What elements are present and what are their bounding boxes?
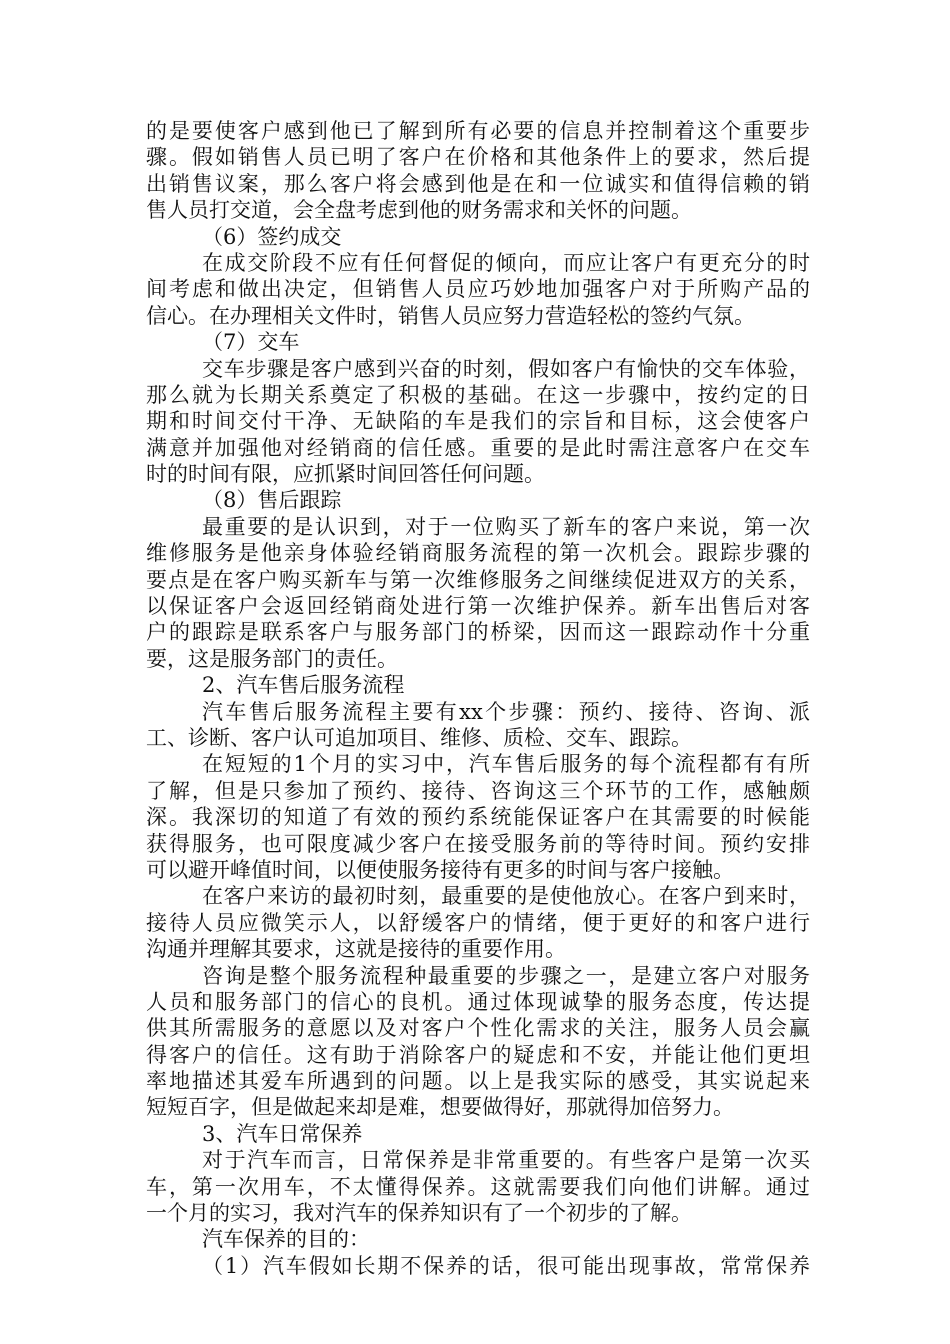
text-line: 以保证客户会返回经销商处进行第一次维护保养。新车出售后对客: [146, 594, 810, 619]
text-line: 汽车售后服务流程主要有xx个步骤：预约、接待、咨询、派: [202, 699, 810, 724]
text-line: 在成交阶段不应有任何督促的倾向，而应让客户有更充分的时: [202, 250, 810, 275]
text-line: 那么就为长期关系奠定了积极的基础。在这一步骤中，按约定的日: [146, 382, 810, 407]
text-line: 供其所需服务的意愿以及对客户个性化需求的关注，服务人员会赢: [146, 1016, 810, 1041]
text-line: 汽车保养的目的：: [202, 1227, 370, 1252]
text-line: 可以避开峰值时间，以便使服务接待有更多的时间与客户接触。: [146, 857, 734, 882]
text-line: 出销售议案，那么客户将会感到他是在和一位诚实和值得信赖的销: [146, 171, 810, 196]
text-line: （1）汽车假如长期不保养的话，很可能出现事故，常常保养: [202, 1253, 810, 1278]
text-line: 对于汽车而言，日常保养是非常重要的。有些客户是第一次买: [202, 1148, 810, 1173]
text-line: 深。我深切的知道了有效的预约系统能保证客户在其需要的时候能: [146, 805, 810, 830]
text-line: 人员和服务部门的信心的良机。通过体现诚挚的服务态度，传达提: [146, 989, 810, 1014]
text-line: 率地描述其爱车所遇到的问题。以上是我实际的感受，其实说起来: [146, 1069, 810, 1094]
text-line: 在短短的1个月的实习中，汽车售后服务的每个流程都有有所: [202, 752, 810, 777]
text-line: 要点是在客户购买新车与第一次维修服务之间继续促进双方的关系，: [146, 567, 810, 592]
text-line: 维修服务是他亲身体验经销商服务流程的第一次机会。跟踪步骤的: [146, 541, 810, 566]
text-line: 的是要使客户感到他已了解到所有必要的信息并控制着这个重要步: [146, 119, 810, 143]
text-line: 3、汽车日常保养: [202, 1121, 363, 1146]
text-line: 骤。假如销售人员已明了客户在价格和其他条件上的要求，然后提: [146, 145, 810, 170]
text-line: 要，这是服务部门的责任。: [146, 646, 398, 671]
text-line: 信心。在办理相关文件时，销售人员应努力营造轻松的签约气氛。: [146, 303, 755, 328]
text-line: 工、诊断、客户认可追加项目、维修、质检、交车、跟踪。: [146, 725, 692, 750]
text-line: 最重要的是认识到，对于一位购买了新车的客户来说，第一次: [202, 514, 810, 539]
text-line: 交车步骤是客户感到兴奋的时刻，假如客户有愉快的交车体验，: [202, 356, 810, 381]
text-line: 接待人员应微笑示人，以舒缓客户的情绪，便于更好的和客户进行: [146, 910, 810, 935]
text-line: 短短百字，但是做起来却是难，想要做得好，那就得加倍努力。: [146, 1095, 734, 1120]
text-line: 时的时间有限，应抓紧时间回答任何问题。: [146, 462, 545, 487]
text-line: （7）交车: [202, 330, 300, 355]
text-line: 2、汽车售后服务流程: [202, 673, 405, 698]
text-line: （6）签约成交: [202, 224, 342, 249]
text-line: 沟通并理解其要求，这就是接待的重要作用。: [146, 937, 566, 962]
text-line: 售人员打交道，会全盘考虑到他的财务需求和关怀的问题。: [146, 198, 692, 223]
text-line: 间考虑和做出决定，但销售人员应巧妙地加强客户对于所购产品的: [146, 277, 810, 302]
text-line: 一个月的实习，我对汽车的保养知识有了一个初步的了解。: [146, 1201, 692, 1226]
text-line: 在客户来访的最初时刻，最重要的是使他放心。在客户到来时，: [202, 884, 810, 909]
text-line: 户的跟踪是联系客户与服务部门的桥梁，因而这一跟踪动作十分重: [146, 620, 810, 645]
text-line: 车，第一次用车，不太懂得保养。这就需要我们向他们讲解。通过: [146, 1174, 810, 1199]
document-body: [146, 118, 810, 1279]
text-line: 了解，但是只参加了预约、接待、咨询这三个环节的工作，感触颇: [146, 778, 810, 803]
text-line: （8）售后跟踪: [202, 488, 342, 513]
text-line: 得客户的信任。这有助于消除客户的疑虑和不安，并能让他们更坦: [146, 1042, 810, 1067]
text-line: 期和时间交付干净、无缺陷的车是我们的宗旨和目标，这会使客户: [146, 409, 810, 434]
text-line: 咨询是整个服务流程种最重要的步骤之一，是建立客户对服务: [202, 963, 810, 988]
text-line: 满意并加强他对经销商的信任感。重要的是此时需注意客户在交车: [146, 435, 810, 460]
text-line: 获得服务，也可限度减少客户在接受服务前的等待时间。预约安排: [146, 831, 810, 856]
